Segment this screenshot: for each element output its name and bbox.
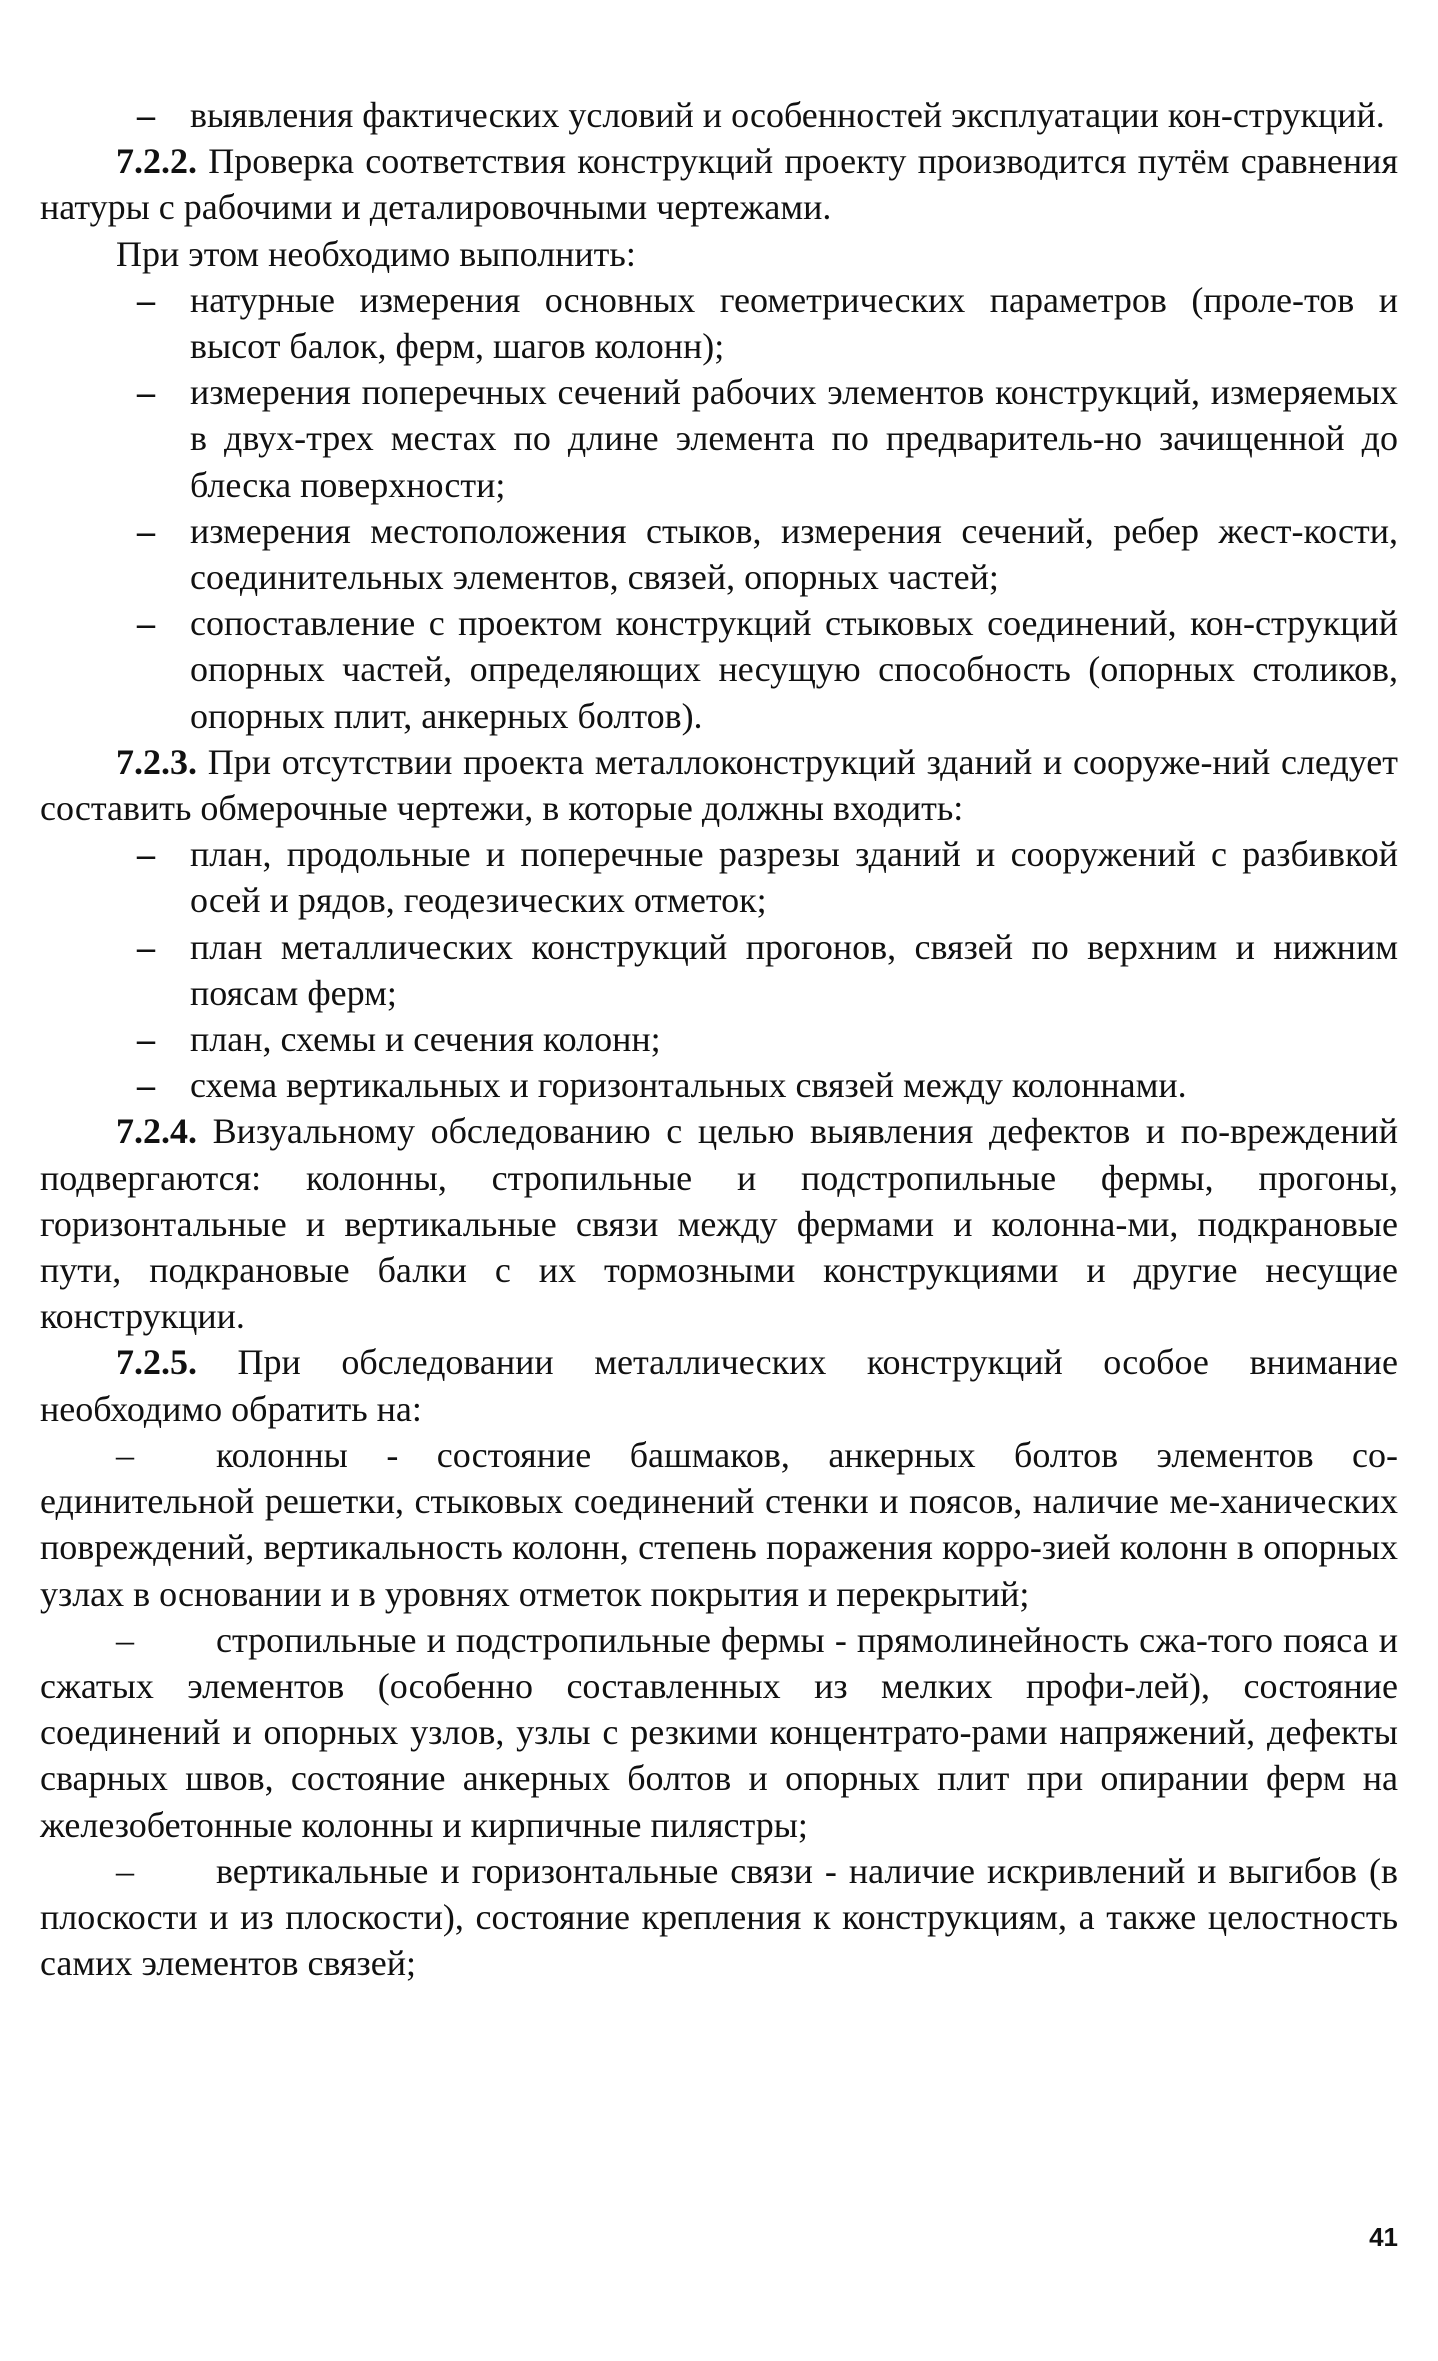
dash-icon: – xyxy=(137,834,155,875)
dash-icon: – xyxy=(116,1619,134,1660)
list-item: – измерения поперечных сечений рабочих элементов конструкций, измеряемых в двух-трех местах по длине элемента по предваритель-но зачищенной до блеска поверхности; xyxy=(40,369,1398,508)
section-7-2-5 xyxy=(40,1339,1398,1431)
dash-icon: – xyxy=(137,372,155,413)
section-number: 7.2.4. xyxy=(116,1111,197,1152)
dash-icon: – xyxy=(137,603,155,644)
list-item: – натурные измерения основных геометрических параметров (проле-тов и высот балок, ферм, шагов колонн); xyxy=(40,277,1398,369)
section-lead: При этом необходимо выполнить: xyxy=(116,233,636,274)
section-text: Визуальному обследованию с целью выявления дефектов и по-вреждений подвергаются: колонны, стропильные и подстропильные фермы, прогоны, горизонтальные и вертикальные связи между фермами и колонна-ми, подкрановые пути, подкрановые балки с их тормозными конструкциями и другие несущие конструкции. xyxy=(40,1111,1398,1337)
section-7-2-2 xyxy=(40,138,1398,230)
list-item: – план, схемы и сечения колонн; xyxy=(40,1016,1398,1062)
dash-icon: – xyxy=(137,510,155,551)
list-item: – измерения местоположения стыков, измерения сечений, ребер жест-кости, соединительных элементов, связей, опорных частей; xyxy=(40,508,1398,600)
section-text: При отсутствии проекта металлоконструкций зданий и сооруже-ний следует составить обмерочные чертежи, в которые должны входить: xyxy=(40,741,1398,829)
dash-icon: – xyxy=(137,279,155,320)
section-7-2-3 xyxy=(40,739,1398,831)
list-item: – сопоставление с проектом конструкций стыковых соединений, кон-струкций опорных частей, определяющих несущую способность (опорных столиков, опорных плит, анкерных болтов). xyxy=(40,600,1398,739)
dash-icon: – xyxy=(137,1019,155,1060)
list-item: – колонны - состояние башмаков, анкерных болтов элементов со-единительной решетки, стыковых соединений стенки и поясов, наличие ме-ханических повреждений, вертикальность колонн, степень поражения корро-зией колонн в опорных узлах в основании и в уровнях отметок покрытия и перекрытий; xyxy=(40,1432,1398,1617)
dash-icon: – xyxy=(137,926,155,967)
list-item: – план, продольные и поперечные разрезы зданий и сооружений с разбивкой осей и рядов, геодезических отметок; xyxy=(40,831,1398,923)
dash-icon: – xyxy=(137,95,155,135)
dash-icon: – xyxy=(137,1065,155,1106)
section-number: 7.2.5. xyxy=(116,1342,197,1383)
dash-icon: – xyxy=(116,1434,134,1475)
section-7-2-4 xyxy=(40,1108,1398,1339)
section-number: 7.2.3. xyxy=(116,741,197,782)
list-item: – вертикальные и горизонтальные связи - наличие искривлений и выгибов (в плоскости и из плоскости), состояние крепления к конструкциям, а также целостность самих элементов связей; xyxy=(40,1848,1398,1987)
list-item: – стропильные и подстропильные фермы - прямолинейность сжа-того пояса и сжатых элементов (особенно составленных из мелких профи-лей), состояние соединений и опорных узлов, узлы с резкими концентрато-рами напряжений, дефекты сварных швов, состояние анкерных болтов и опорных плит при опирании ферм на железобетонные колонны и кирпичные пилястры; xyxy=(40,1617,1398,1848)
section-text: При обследовании металлических конструкций особое внимание необходимо обратить на: xyxy=(40,1342,1398,1429)
list-item: – выявления фактических условий и особенностей эксплуатации кон-струкций. xyxy=(40,92,1398,138)
document-page xyxy=(40,92,1398,1986)
list-item: – схема вертикальных и горизонтальных связей между колоннами. xyxy=(40,1062,1398,1108)
dash-icon: – xyxy=(116,1850,134,1891)
page-number: 41 xyxy=(1369,2222,1398,2252)
list-item: – план металлических конструкций прогонов, связей по верхним и нижним поясам ферм; xyxy=(40,924,1398,1016)
section-text: Проверка соответствия конструкций проекту производится путём сравнения натуры с рабочими и деталировочными чертежами. xyxy=(40,141,1399,228)
section-number: 7.2.2. xyxy=(116,141,197,182)
